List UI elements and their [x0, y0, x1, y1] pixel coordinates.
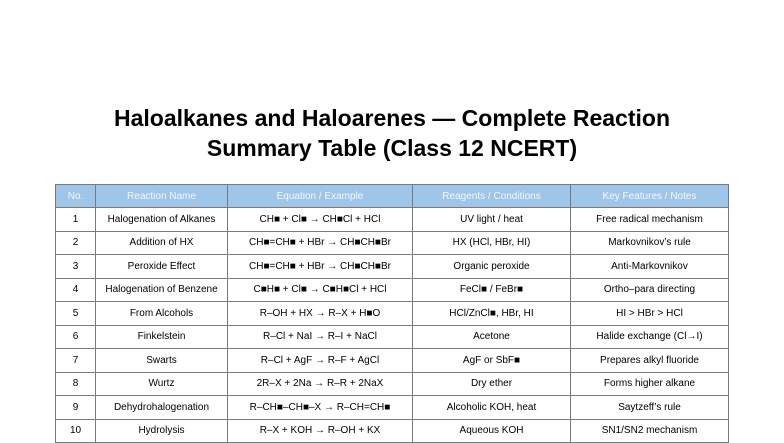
cell-key-features: Markovnikov’s rule	[571, 231, 729, 255]
cell-key-features: Anti-Markovnikov	[571, 255, 729, 279]
cell-equation: R–X + KOH → R–OH + KX	[228, 419, 413, 443]
cell-reaction-name: Addition of HX	[96, 231, 228, 255]
cell-equation: CH■ + Cl■ → CH■Cl + HCl	[228, 208, 413, 232]
table-row	[56, 349, 729, 373]
cell-reagents: UV light / heat	[413, 208, 571, 232]
cell-equation: C■H■ + Cl■ → C■H■Cl + HCl	[228, 278, 413, 302]
cell-reagents: Acetone	[413, 325, 571, 349]
cell-key-features: HI > HBr > HCl	[571, 302, 729, 326]
cell-no: 9	[56, 396, 96, 420]
cell-reaction-name: Halogenation of Benzene	[96, 278, 228, 302]
cell-no: 5	[56, 302, 96, 326]
table-row	[56, 396, 729, 420]
cell-no: 7	[56, 349, 96, 373]
cell-reaction-name: From Alcohols	[96, 302, 228, 326]
title-line-2: Summary Table (Class 12 NCERT)	[206, 135, 578, 161]
table-header-row	[56, 185, 729, 208]
cell-reagents: AgF or SbF■	[413, 349, 571, 373]
cell-equation: R–OH + HX → R–X + H■O	[228, 302, 413, 326]
table-row	[56, 208, 729, 232]
cell-reagents: HCl/ZnCl■, HBr, HI	[413, 302, 571, 326]
table-row	[56, 419, 729, 443]
cell-reagents: Alcoholic KOH, heat	[413, 396, 571, 420]
page-title	[0, 103, 784, 163]
cell-equation: R–CH■–CH■–X → R–CH=CH■	[228, 396, 413, 420]
table-row	[56, 278, 729, 302]
cell-reaction-name: Hydrolysis	[96, 419, 228, 443]
table-row	[56, 302, 729, 326]
cell-key-features: Ortho–para directing	[571, 278, 729, 302]
cell-reaction-name: Peroxide Effect	[96, 255, 228, 279]
header-key-features: Key Features / Notes	[571, 185, 729, 208]
cell-reaction-name: Halogenation of Alkanes	[96, 208, 228, 232]
cell-no: 8	[56, 372, 96, 396]
cell-reaction-name: Wurtz	[96, 372, 228, 396]
header-no: No.	[56, 185, 96, 208]
header-reaction-name: Reaction Name	[96, 185, 228, 208]
cell-reagents: FeCl■ / FeBr■	[413, 278, 571, 302]
cell-equation: R–Cl + NaI → R–I + NaCl	[228, 325, 413, 349]
cell-no: 2	[56, 231, 96, 255]
cell-reagents: Organic peroxide	[413, 255, 571, 279]
table-row	[56, 255, 729, 279]
cell-key-features: SN1/SN2 mechanism	[571, 419, 729, 443]
cell-reagents: Dry ether	[413, 372, 571, 396]
cell-no: 3	[56, 255, 96, 279]
cell-key-features: Forms higher alkane	[571, 372, 729, 396]
cell-key-features: Halide exchange (Cl→I)	[571, 325, 729, 349]
cell-no: 10	[56, 419, 96, 443]
cell-key-features: Saytzeff’s rule	[571, 396, 729, 420]
title-line-1: Haloalkanes and Haloarenes — Complete Reaction	[113, 105, 670, 131]
cell-reagents: Aqueous KOH	[413, 419, 571, 443]
cell-key-features: Free radical mechanism	[571, 208, 729, 232]
cell-no: 1	[56, 208, 96, 232]
cell-key-features: Prepares alkyl fluoride	[571, 349, 729, 373]
cell-equation: CH■=CH■ + HBr → CH■CH■Br	[228, 231, 413, 255]
reaction-summary-table	[55, 184, 729, 443]
cell-equation: CH■=CH■ + HBr → CH■CH■Br	[228, 255, 413, 279]
cell-equation: 2R–X + 2Na → R–R + 2NaX	[228, 372, 413, 396]
header-reagents: Reagents / Conditions	[413, 185, 571, 208]
cell-no: 4	[56, 278, 96, 302]
table-row	[56, 372, 729, 396]
cell-reaction-name: Swarts	[96, 349, 228, 373]
table-row	[56, 231, 729, 255]
cell-reagents: HX (HCl, HBr, HI)	[413, 231, 571, 255]
cell-equation: R–Cl + AgF → R–F + AgCl	[228, 349, 413, 373]
cell-reaction-name: Dehydrohalogenation	[96, 396, 228, 420]
table-row	[56, 325, 729, 349]
cell-reaction-name: Finkelstein	[96, 325, 228, 349]
header-equation: Equation / Example	[228, 185, 413, 208]
cell-no: 6	[56, 325, 96, 349]
